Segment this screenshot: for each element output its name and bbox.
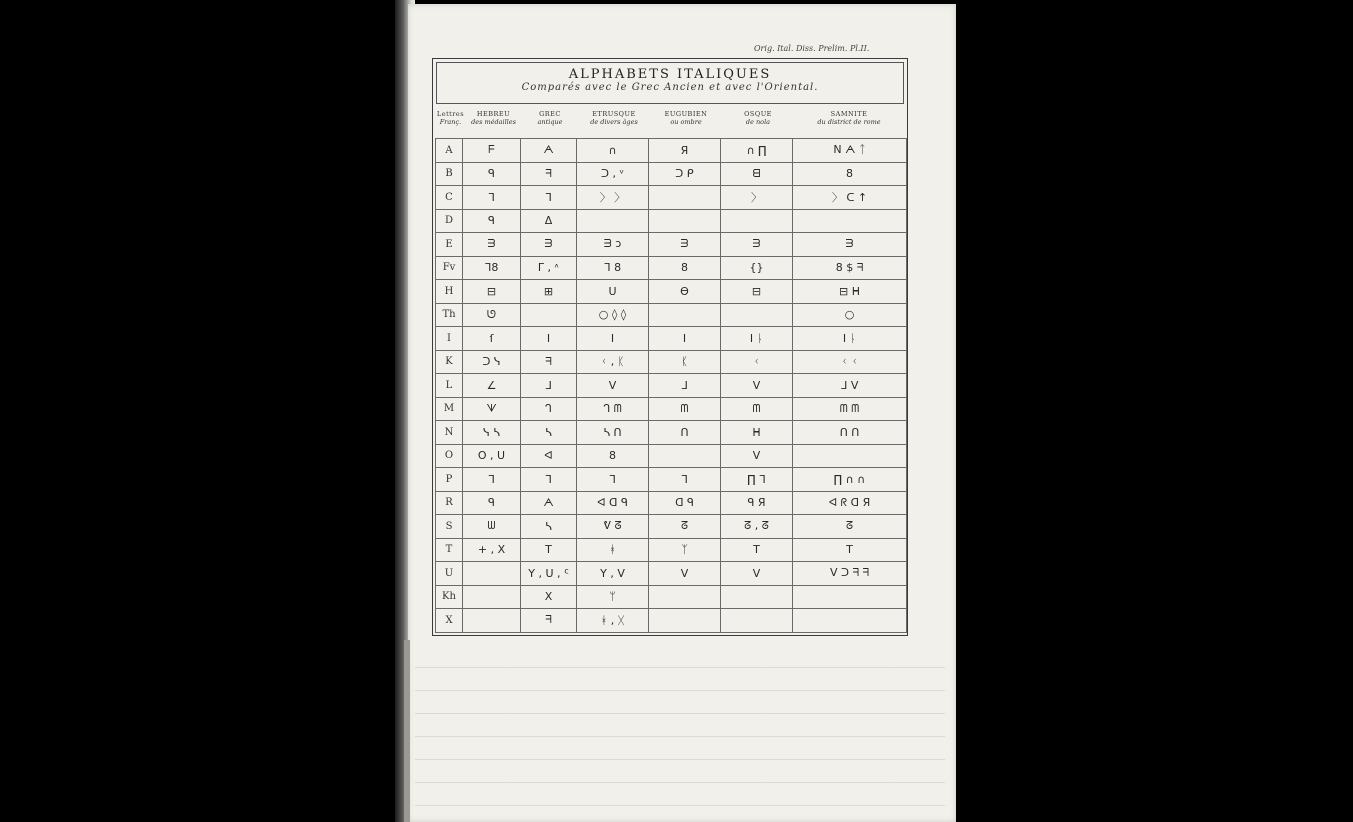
glyph-cell: ᗅ	[521, 139, 577, 163]
column-header	[794, 110, 904, 138]
glyph-cell: ᗯ	[463, 515, 521, 539]
glyph-cell: ᖷ	[521, 162, 577, 186]
table-row	[436, 186, 907, 210]
glyph-cell: Y , V	[577, 562, 649, 586]
glyph-cell: ᕓ ᘔ	[577, 515, 649, 539]
table-row	[436, 233, 907, 257]
letter-cell: O	[436, 444, 463, 468]
table-row	[436, 468, 907, 492]
glyph-cell: ᒥ , ᶺ	[521, 256, 577, 280]
glyph-cell: I ᚿ	[721, 327, 793, 351]
column-header-subtitle: de nola	[745, 118, 771, 126]
glyph-cell: ᚼ	[577, 538, 649, 562]
glyph-cell: ᒣ 8	[577, 256, 649, 280]
glyph-cell: ⊟	[721, 280, 793, 304]
glyph-cell	[793, 444, 907, 468]
column-header-name: OSQUE	[744, 110, 772, 118]
glyph-cell	[793, 209, 907, 233]
glyph-cell: ᑌ	[577, 280, 649, 304]
glyph-cell: ᗐ	[463, 397, 521, 421]
glyph-cell: ᒉ	[521, 397, 577, 421]
glyph-cell: Y , ᑌ , ᑦ	[521, 562, 577, 586]
glyph-cell: ᐯ	[721, 444, 793, 468]
column-header	[722, 110, 794, 138]
glyph-cell: ᒧ	[649, 374, 721, 398]
column-header	[465, 110, 522, 138]
table-row	[436, 280, 907, 304]
glyph-cell: ∩	[577, 139, 649, 163]
glyph-cell: ᚲ , ᛕ	[577, 350, 649, 374]
page-subtitle: Comparés avec le Grec Ancien et avec l'Oriental.	[521, 82, 819, 93]
glyph-cell: ᘔ	[649, 515, 721, 539]
glyph-cell: T	[793, 538, 907, 562]
glyph-cell: ᕼ	[721, 421, 793, 445]
glyph-cell: ᚼ , ᚷ	[577, 609, 649, 633]
glyph-cell: ᗰ ᗰ	[793, 397, 907, 421]
glyph-cell: ᑎ ᑎ	[793, 421, 907, 445]
glyph-cell: ᒣ	[577, 468, 649, 492]
glyph-cell: ᒧ	[521, 374, 577, 398]
glyph-cell: ᒧ ᐯ	[793, 374, 907, 398]
glyph-cell: ᐯ	[721, 374, 793, 398]
column-header-subtitle: Franç.	[439, 118, 462, 126]
glyph-cell	[463, 609, 521, 633]
glyph-cell: V	[721, 562, 793, 586]
table-row	[436, 491, 907, 515]
glyph-cell: ᑫ	[463, 491, 521, 515]
glyph-cell: ○	[793, 303, 907, 327]
title-box	[436, 62, 904, 104]
glyph-cell: ᒉ ᗰ	[577, 397, 649, 421]
glyph-cell	[793, 585, 907, 609]
glyph-cell: 8	[577, 444, 649, 468]
column-header-name: Lettres	[436, 110, 465, 118]
glyph-cell: ᐊ ᖇ ᗡ Я	[793, 491, 907, 515]
glyph-cell	[721, 303, 793, 327]
glyph-cell	[721, 209, 793, 233]
glyph-cell	[649, 303, 721, 327]
glyph-cell: ᑎ	[649, 421, 721, 445]
letter-cell: X	[436, 609, 463, 633]
column-header	[578, 110, 650, 138]
glyph-cell: ᗱ	[463, 233, 521, 257]
plate-reference: Orig. Ital. Diss. Prelim. Pl.II.	[754, 44, 870, 53]
glyph-cell: 〉 〉	[577, 186, 649, 210]
glyph-cell: ∠	[463, 374, 521, 398]
glyph-cell: ᖴ	[463, 139, 521, 163]
glyph-cell: ᐯ	[577, 374, 649, 398]
table-row	[436, 327, 907, 351]
glyph-cell: ⊞	[521, 280, 577, 304]
table-row	[436, 562, 907, 586]
letter-cell: A	[436, 139, 463, 163]
table-row	[436, 444, 907, 468]
table-row	[436, 515, 907, 539]
glyph-cell: + , X	[463, 538, 521, 562]
glyph-cell: X	[521, 585, 577, 609]
table-row	[436, 397, 907, 421]
glyph-cell: T	[521, 538, 577, 562]
glyph-cell: ᑫ	[463, 162, 521, 186]
glyph-cell: ᓴ ᑎ	[577, 421, 649, 445]
letter-cell: E	[436, 233, 463, 257]
glyph-cell: ϴ	[649, 280, 721, 304]
glyph-cell: ᗱ ↄ	[577, 233, 649, 257]
glyph-cell	[793, 609, 907, 633]
table-row	[436, 209, 907, 233]
glyph-cell: ∏ ᒣ	[721, 468, 793, 492]
letter-cell: I	[436, 327, 463, 351]
glyph-cell: ᒣ8	[463, 256, 521, 280]
column-header-subtitle: des médailles	[471, 118, 516, 126]
column-header-subtitle: de divers âges	[590, 118, 638, 126]
glyph-cell: ᒣ	[649, 468, 721, 492]
glyph-cell: 8 $ ᖷ	[793, 256, 907, 280]
glyph-cell: ᓭ ᓴ	[463, 421, 521, 445]
letter-cell: M	[436, 397, 463, 421]
glyph-cell: {}	[721, 256, 793, 280]
glyph-cell	[463, 562, 521, 586]
glyph-cell: ᘔ	[793, 515, 907, 539]
glyph-cell	[649, 609, 721, 633]
table-row	[436, 303, 907, 327]
glyph-cell: ᚲ	[721, 350, 793, 374]
glyph-cell: O , ᑌ	[463, 444, 521, 468]
glyph-cell: Δ	[521, 209, 577, 233]
glyph-cell: ∩ ∏	[721, 139, 793, 163]
glyph-cell: ᒣ	[463, 186, 521, 210]
column-header	[436, 110, 465, 138]
glyph-cell	[463, 585, 521, 609]
glyph-cell: ᗱ	[521, 233, 577, 257]
glyph-cell: ᖷ	[521, 609, 577, 633]
glyph-cell: ᛕ	[649, 350, 721, 374]
column-header-name: GREC	[539, 110, 561, 118]
glyph-cell	[649, 585, 721, 609]
glyph-cell: ᗱ	[649, 233, 721, 257]
glyph-cell: ᘎ	[463, 303, 521, 327]
letter-cell: Fv	[436, 256, 463, 280]
glyph-cell	[721, 585, 793, 609]
glyph-cell: ᗺ	[721, 162, 793, 186]
glyph-cell: ᐊ ᗡ ᑫ	[577, 491, 649, 515]
column-header-subtitle: du district de rome	[817, 118, 881, 126]
glyph-cell: ⊟ ᕼ	[793, 280, 907, 304]
letter-cell: U	[436, 562, 463, 586]
glyph-cell: ᑫ	[463, 209, 521, 233]
glyph-cell: ᗱ	[793, 233, 907, 257]
glyph-cell: ᛘ	[577, 585, 649, 609]
letter-cell: H	[436, 280, 463, 304]
glyph-cell	[577, 209, 649, 233]
glyph-cell: ᒣ	[463, 468, 521, 492]
table-row	[436, 609, 907, 633]
column-header-name: ETRUSQUE	[592, 110, 636, 118]
glyph-cell: I	[577, 327, 649, 351]
page-shadow	[404, 640, 410, 822]
page-title: ALPHABETS ITALIQUES	[568, 67, 772, 82]
glyph-cell: I	[649, 327, 721, 351]
glyph-cell: V ᑐ ᖷ ᖷ	[793, 562, 907, 586]
letter-cell: S	[436, 515, 463, 539]
table-row	[436, 256, 907, 280]
glyph-cell: ᒣ	[521, 186, 577, 210]
glyph-cell: I ᚿ	[793, 327, 907, 351]
glyph-cell: ᚲ ᚲ	[793, 350, 907, 374]
glyph-cell: ᐊ	[521, 444, 577, 468]
glyph-cell: ᗡ ᑫ	[649, 491, 721, 515]
glyph-cell	[521, 303, 577, 327]
letter-cell: R	[436, 491, 463, 515]
glyph-cell: 〉 ᑕ ↑	[793, 186, 907, 210]
letter-cell: Th	[436, 303, 463, 327]
column-header-name: EUGUBIEN	[664, 110, 708, 118]
glyph-cell	[649, 444, 721, 468]
glyph-cell: ᓴ	[521, 421, 577, 445]
column-header-subtitle: ou ombre	[670, 118, 702, 126]
table-row	[436, 421, 907, 445]
glyph-cell: ſ	[463, 327, 521, 351]
letter-cell: N	[436, 421, 463, 445]
glyph-cell: ᘔ , ᘔ	[721, 515, 793, 539]
glyph-cell	[649, 186, 721, 210]
letter-cell: L	[436, 374, 463, 398]
glyph-cell: ᗰ	[721, 397, 793, 421]
glyph-cell: ᑐ ᑭ	[649, 162, 721, 186]
letter-cell: Kh	[436, 585, 463, 609]
glyph-cell: 8	[649, 256, 721, 280]
glyph-cell: ᒣ	[521, 468, 577, 492]
letter-cell: K	[436, 350, 463, 374]
glyph-cell	[649, 209, 721, 233]
letter-cell: T	[436, 538, 463, 562]
glyph-cell: N ᗅ ᛏ	[793, 139, 907, 163]
glyph-cell: 〉	[721, 186, 793, 210]
glyph-cell: ᓴ	[521, 515, 577, 539]
glyph-cell: T	[721, 538, 793, 562]
table-row	[436, 350, 907, 374]
column-header	[522, 110, 578, 138]
glyph-cell	[721, 609, 793, 633]
column-header-subtitle: antique	[537, 118, 563, 126]
glyph-cell: ⊟	[463, 280, 521, 304]
table-row	[436, 538, 907, 562]
column-header-name: HEBREU	[476, 110, 511, 118]
glyph-cell: ᑫ Я	[721, 491, 793, 515]
table-row	[436, 585, 907, 609]
glyph-cell: ∏ ∩ ∩	[793, 468, 907, 492]
table-row	[436, 374, 907, 398]
glyph-cell: ᗅ	[521, 491, 577, 515]
letter-cell: B	[436, 162, 463, 186]
glyph-cell: ᖷ	[521, 350, 577, 374]
column-header	[650, 110, 722, 138]
glyph-cell: ᑐ ᓭ	[463, 350, 521, 374]
table-row	[436, 139, 907, 163]
glyph-cell: ᛉ	[649, 538, 721, 562]
glyph-cell: V	[649, 562, 721, 586]
table-row	[436, 162, 907, 186]
glyph-cell: Я	[649, 139, 721, 163]
glyph-cell: ᗱ	[721, 233, 793, 257]
letter-cell: P	[436, 468, 463, 492]
glyph-cell: I	[521, 327, 577, 351]
column-header-name: SAMNITE	[830, 110, 868, 118]
ruled-lines	[415, 645, 945, 815]
column-headers	[436, 110, 904, 138]
letter-cell: D	[436, 209, 463, 233]
alphabet-table	[435, 138, 907, 633]
glyph-cell: ᑐ , ᵛ	[577, 162, 649, 186]
glyph-cell: ᗰ	[649, 397, 721, 421]
glyph-cell: ○ ◊ ◊	[577, 303, 649, 327]
letter-cell: C	[436, 186, 463, 210]
glyph-cell: 8	[793, 162, 907, 186]
